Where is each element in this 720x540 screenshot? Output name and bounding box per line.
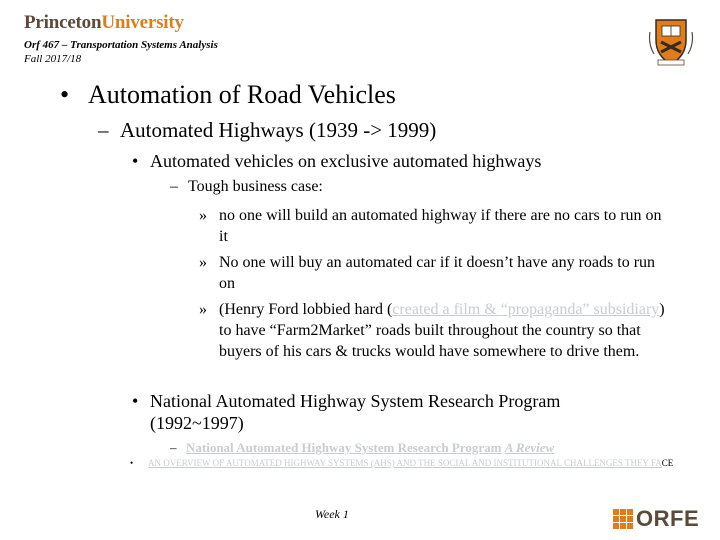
bullet-exclusive-highways [132,151,541,172]
item-text-post: ) to have “Farm2Market” roads built throughout the country so that buyers of his cars & trucks would have somewhere to drive them. [219,301,665,360]
bullet-business-case [170,178,323,196]
dash-mark: – [170,440,177,455]
overview-tail: CE [661,458,674,468]
raquo-mark: » [199,254,207,271]
bullet-mark: • [130,458,134,468]
brand-princeton: Princeton [24,12,102,33]
item-text: No one will buy an automated car if it doesn’t have any roads to run on [219,254,656,292]
bullet-nahs-program [132,390,632,434]
bullet-mark: • [132,151,139,171]
raquo-mark: » [199,301,207,318]
link-group [148,458,673,468]
a-review-link[interactable]: A Review [504,440,555,455]
dash-mark: – [170,178,178,195]
bullet-mark: • [132,391,139,411]
link-group [186,440,554,456]
orfe-logo [613,506,699,532]
list-item-henry-ford [187,299,667,362]
raquo-mark: » [199,207,207,224]
course-title: Orf 467 – Transportation Systems Analysis [24,39,218,51]
dash-mark: – [98,118,109,142]
course-term: Fall 2017/18 [24,53,82,65]
bullet-automated-highways [98,118,436,143]
bullet-mark: • [60,80,70,109]
orfe-logo-text: ORFE [636,506,700,531]
list-item-no-car [187,252,667,294]
week-label: Week 1 [315,507,349,521]
ahs-overview-link[interactable]: AN OVERVIEW OF AUTOMATED HIGHWAY SYSTEMS (AHS) AND THE SOCIAL AND INSTITUTIONAL CHALLENGES THEY FA [148,458,662,468]
orfe-grid-icon [613,509,633,529]
bullet-automation-road-vehicles [60,80,396,110]
item-text [219,299,667,362]
brand-university: University [101,12,184,33]
nahs-program-link[interactable]: National Automated Highway System Research Program [186,440,502,455]
list-item-no-highway [187,205,667,247]
princeton-shield-icon [648,14,694,68]
bullet-nahs-review [170,440,554,456]
item-text-pre: (Henry Ford lobbied hard ( [219,301,393,318]
bullet-text: National Automated Highway System Research Program (1992~1997) [150,391,561,433]
heading-text: Automation of Road Vehicles [88,80,396,109]
propaganda-subsidiary-link[interactable]: created a film & “propaganda” subsidiary [392,301,660,318]
bullet-text: Automated vehicles on exclusive automated highways [150,151,542,171]
princeton-logo [24,12,184,34]
bullet-ahs-overview [130,458,673,468]
bullet-text: Tough business case: [188,178,323,195]
item-text: no one will build an automated highway if there are no cars to run on it [219,207,662,245]
subheading-text: Automated Highways (1939 -> 1999) [120,118,437,142]
